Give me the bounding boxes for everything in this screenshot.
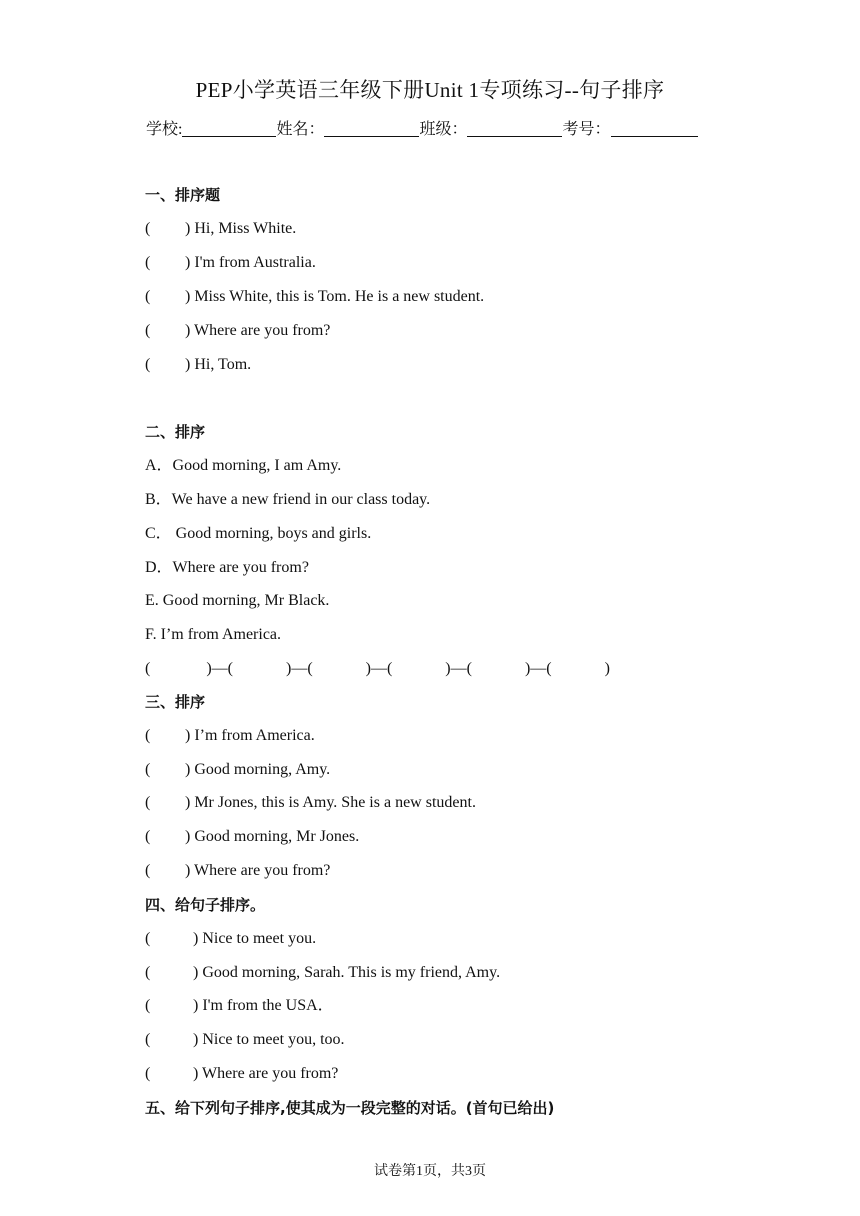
s3-item-2-text: ) Good morning, Amy. xyxy=(185,761,331,778)
s2-option-e: E. Good morning, Mr Black. xyxy=(145,592,330,609)
chain-part: )—( xyxy=(524,660,552,677)
exam-no-label: 考号： xyxy=(562,121,611,138)
s4-item-3-text: ) I'm from the USA． xyxy=(193,997,334,1014)
s1-item-2 xyxy=(145,253,316,273)
class-label: 班级： xyxy=(419,121,468,138)
section-5-heading: 五、给下列句子排序,使其成为一段完整的对话。(首句已给出) xyxy=(145,1099,555,1117)
s2-option-a: A．Good morning, I am Amy. xyxy=(145,457,342,474)
s4-item-4-text: ) Nice to meet you, too. xyxy=(193,1031,345,1048)
answer-blank[interactable]: ( xyxy=(145,828,151,845)
chain-part: )—( xyxy=(365,660,393,677)
s2-option-f: F. I’m from America. xyxy=(145,626,282,643)
s4-item-2 xyxy=(145,963,500,983)
answer-blank[interactable]: ( xyxy=(145,930,151,947)
answer-blank[interactable]: ( xyxy=(145,288,151,305)
answer-blank[interactable]: ( xyxy=(145,220,151,237)
student-info-line xyxy=(146,116,698,139)
answer-blank[interactable]: ( xyxy=(145,322,151,339)
s4-item-5-text: ) Where are you from? xyxy=(193,1065,339,1082)
s3-item-4 xyxy=(145,827,359,847)
class-blank[interactable] xyxy=(467,119,562,137)
s1-item-3-text: ) Miss White, this is Tom. He is a new student. xyxy=(185,288,485,305)
s2-answer-chain[interactable] xyxy=(145,659,610,679)
s1-item-1-text: ) Hi, Miss White. xyxy=(185,220,297,237)
s4-item-1 xyxy=(145,929,316,949)
s3-item-4-text: ) Good morning, Mr Jones. xyxy=(185,828,360,845)
s4-item-5 xyxy=(145,1064,338,1084)
answer-blank[interactable]: ( xyxy=(145,964,151,981)
page-title: PEP小学英语三年级下册Unit 1专项练习--句子排序 xyxy=(195,78,665,102)
answer-blank[interactable]: ( xyxy=(145,727,151,744)
chain-part: )—( xyxy=(206,660,233,677)
exam-no-blank[interactable] xyxy=(611,119,698,137)
s2-option-c: C． Good morning, boys and girls. xyxy=(145,525,372,542)
chain-part: )—( xyxy=(285,660,313,677)
answer-blank[interactable]: ( xyxy=(145,794,151,811)
s3-item-1-text: ) I’m from America. xyxy=(185,727,315,744)
s1-item-1 xyxy=(145,219,296,239)
answer-blank[interactable]: ( xyxy=(145,862,151,879)
answer-blank[interactable]: ( xyxy=(145,1031,151,1048)
s3-item-5 xyxy=(145,861,330,881)
s1-item-5-text: ) Hi, Tom. xyxy=(185,356,252,373)
s3-item-2 xyxy=(145,760,330,780)
answer-blank[interactable]: ( xyxy=(145,254,151,271)
s4-item-4 xyxy=(145,1030,345,1050)
chain-part: ( xyxy=(145,660,151,677)
s4-item-2-text: ) Good morning, Sarah. This is my friend, Amy. xyxy=(193,964,501,981)
school-label: 学校: xyxy=(146,121,183,138)
section-1-heading: 一、排序题 xyxy=(145,186,221,204)
s3-item-3-text: ) Mr Jones, this is Amy. She is a new student. xyxy=(185,794,476,811)
answer-blank[interactable]: ( xyxy=(145,1065,151,1082)
chain-part: ) xyxy=(604,660,610,677)
s2-option-b: B．We have a new friend in our class today. xyxy=(145,491,431,508)
chain-part: )—( xyxy=(445,660,472,677)
answer-blank[interactable]: ( xyxy=(145,761,151,778)
answer-blank[interactable]: ( xyxy=(145,997,151,1014)
s3-item-5-text: ) Where are you from? xyxy=(185,862,331,879)
s1-item-5 xyxy=(145,355,251,375)
s1-item-3 xyxy=(145,287,484,307)
section-4-heading: 四、给句子排序。 xyxy=(145,896,266,914)
s3-item-3 xyxy=(145,793,476,813)
s1-item-2-text: ) I'm from Australia. xyxy=(185,254,316,271)
answer-blank[interactable]: ( xyxy=(145,356,151,373)
s1-item-4 xyxy=(145,321,330,341)
school-blank[interactable] xyxy=(182,119,276,137)
s2-option-d: D．Where are you from? xyxy=(145,559,309,576)
s4-item-3 xyxy=(145,996,334,1016)
s3-item-1 xyxy=(145,726,315,746)
name-blank[interactable] xyxy=(324,119,419,137)
section-2-heading: 二、排序 xyxy=(145,423,206,441)
name-label: 姓名： xyxy=(276,121,325,138)
s4-item-1-text: ) Nice to meet you. xyxy=(193,930,317,947)
section-3-heading: 三、排序 xyxy=(145,693,206,711)
page-footer: 试卷第1页，共3页 xyxy=(374,1164,486,1179)
s1-item-4-text: ) Where are you from? xyxy=(185,322,331,339)
